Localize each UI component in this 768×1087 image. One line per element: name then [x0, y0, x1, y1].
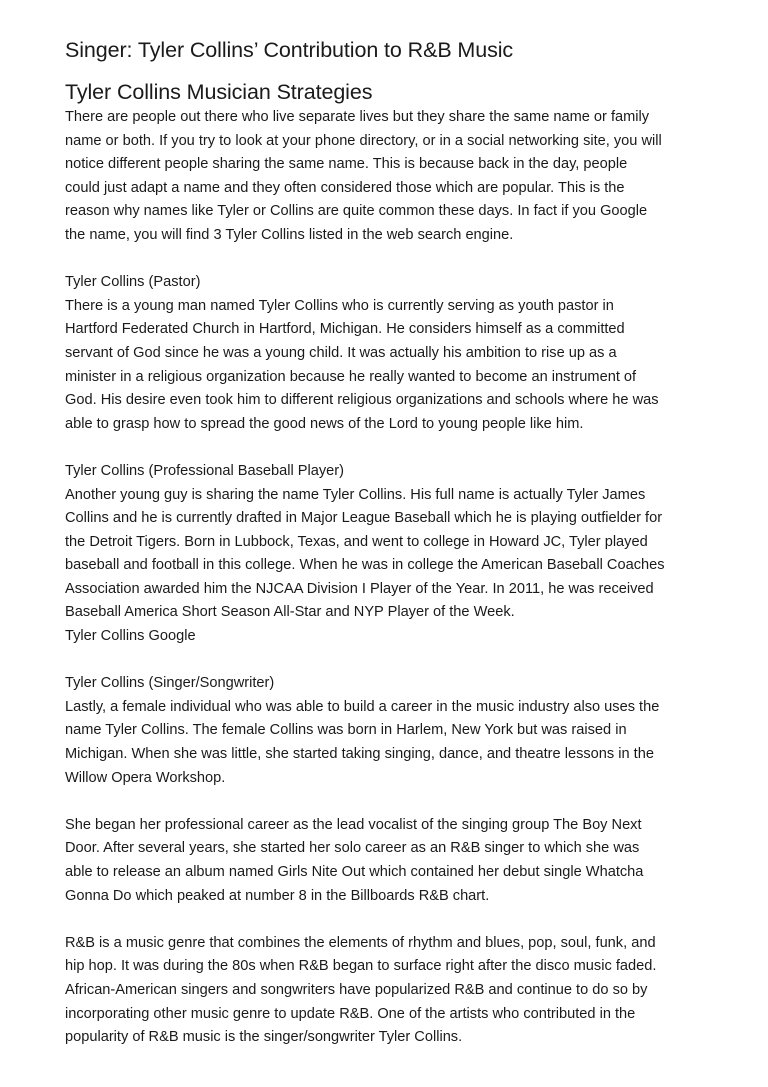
text-line: Another young guy is sharing the name Tyler Collins. His full name is actually Tyler James	[65, 486, 646, 503]
paragraph-gap	[65, 248, 716, 272]
text-line: name or both. If you try to look at your phone directory, or in a social networking site, you will	[65, 132, 662, 149]
text-line: Baseball America Short Season All-Star and NYP Player of the Week.	[65, 604, 515, 621]
text-line: incorporating other music genre to update R&B. One of the artists who contributed in the	[65, 1005, 636, 1022]
paragraph-gap	[65, 908, 716, 932]
text-line: Gonna Do which peaked at number 8 in the Billboards R&B chart.	[65, 887, 490, 904]
paragraph-gap	[65, 436, 716, 460]
document-title: Singer: Tyler Collins’ Contribution to R&B Music	[65, 38, 514, 62]
text-line: Hartford Federated Church in Hartford, Michigan. He considers himself as a committed	[65, 321, 625, 338]
text-line: Tyler Collins (Singer/Songwriter)	[65, 675, 275, 692]
paragraph	[65, 460, 716, 649]
text-line: minister in a religious organization because he really wanted to become an instrument of	[65, 368, 637, 385]
text-line: popularity of R&B music is the singer/songwriter Tyler Collins.	[65, 1029, 463, 1046]
paragraph-gap	[65, 790, 716, 814]
text-line: hip hop. It was during the 80s when R&B began to surface right after the disco music faded.	[65, 958, 657, 975]
text-line: able to release an album named Girls Nite Out which contained her debut single Whatcha	[65, 864, 644, 880]
text-line: She began her professional career as the lead vocalist of the singing group The Boy Next	[65, 816, 642, 833]
text-line: There are people out there who live separate lives but they share the same name or family	[65, 109, 650, 125]
text-line: African-American singers and songwriters have popularized R&B and continue to do so by	[65, 981, 648, 998]
text-line: able to grasp how to spread the good news of the Lord to young people like him.	[65, 415, 584, 432]
text-line: Tyler Collins Google	[65, 628, 196, 645]
text-line: the Detroit Tigers. Born in Lubbock, Texas, and went to college in Howard JC, Tyler played	[65, 533, 648, 550]
text-line: could just adapt a name and they often considered those which are popular. This is the	[65, 179, 625, 196]
text-line: the name, you will find 3 Tyler Collins listed in the web search engine.	[65, 226, 514, 243]
text-line: baseball and football in this college. When he was in college the American Baseball Coaches	[65, 557, 665, 574]
paragraph-gap	[65, 649, 716, 673]
paragraph	[65, 106, 716, 248]
text-line: Willow Opera Workshop.	[65, 769, 226, 786]
text-line: servant of God since he was a young child. It was actually his ambition to rise up as a	[65, 344, 617, 361]
text-line: There is a young man named Tyler Collins who is currently serving as youth pastor in	[65, 297, 614, 314]
text-line: Door. After several years, she started her solo career as an R&B singer to which she was	[65, 840, 640, 857]
text-line: Tyler Collins (Pastor)	[65, 274, 201, 291]
paragraph	[65, 672, 716, 790]
text-line: Collins and he is currently drafted in Major League Baseball which he is playing outfielder for	[65, 510, 663, 527]
document-body	[65, 106, 716, 1050]
text-line: God. His desire even took him to different religious organizations and schools where he was	[65, 392, 659, 409]
paragraph	[65, 932, 716, 1050]
text-line: Association awarded him the NJCAA Division I Player of the Year. In 2011, he was received	[65, 580, 654, 597]
text-line: reason why names like Tyler or Collins are quite common these days. In fact if you Google	[65, 203, 648, 220]
text-line: Lastly, a female individual who was able to build a career in the music industry also uses the	[65, 698, 660, 715]
document-subtitle: Tyler Collins Musician Strategies	[65, 80, 373, 104]
text-line: Michigan. When she was little, she started taking singing, dance, and theatre lessons in the	[65, 746, 654, 763]
paragraph	[65, 271, 716, 436]
text-line: Tyler Collins (Professional Baseball Player)	[65, 462, 345, 479]
text-line: name Tyler Collins. The female Collins was born in Harlem, New York but was raised in	[65, 722, 627, 739]
text-line: notice different people sharing the same name. This is because back in the day, people	[65, 156, 628, 173]
paragraph	[65, 814, 716, 908]
text-line: R&B is a music genre that combines the elements of rhythm and blues, pop, soul, funk, and	[65, 934, 656, 951]
